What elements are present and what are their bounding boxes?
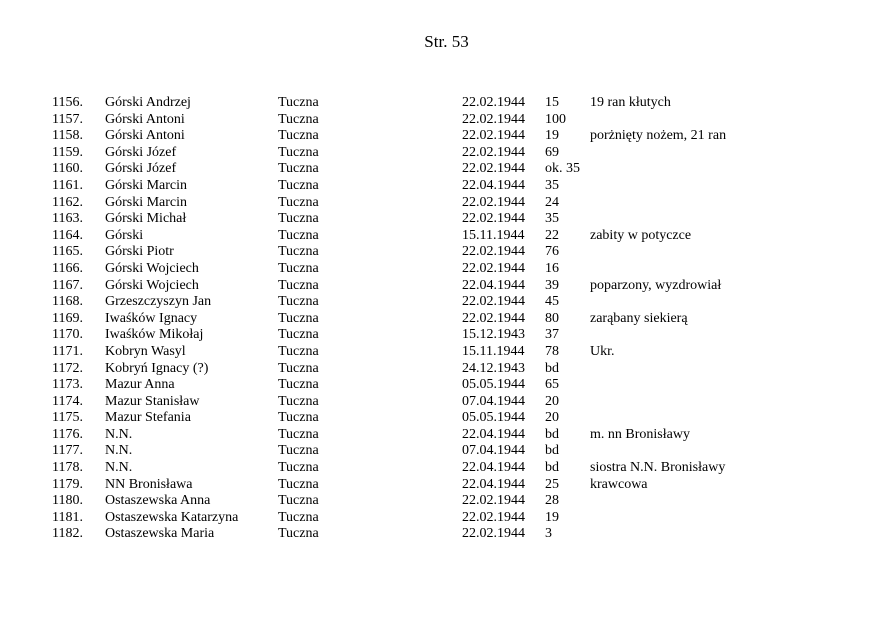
record-number: 1177.	[52, 443, 83, 459]
record-date: 22.02.1944	[462, 144, 525, 160]
record-date: 05.05.1944	[462, 377, 525, 393]
record-number: 1159.	[52, 144, 83, 160]
record-row	[52, 161, 852, 178]
record-name: Ostaszewska Maria	[105, 526, 215, 542]
record-date: 22.02.1944	[462, 244, 525, 260]
record-row	[52, 145, 852, 162]
record-name: Mazur Anna	[105, 377, 175, 393]
record-place: Tuczna	[278, 393, 319, 409]
record-row	[52, 294, 852, 311]
record-number: 1166.	[52, 260, 83, 276]
record-note: zabity w potyczce	[590, 227, 692, 243]
record-name: NN Bronisława	[105, 476, 193, 492]
record-note: zarąbany siekierą	[590, 310, 688, 326]
record-place: Tuczna	[278, 526, 319, 542]
record-date: 22.02.1944	[462, 211, 525, 227]
record-row	[52, 344, 852, 361]
record-number: 1171.	[52, 343, 83, 359]
record-name: Górski Michał	[105, 211, 187, 227]
record-number: 1164.	[52, 227, 83, 243]
record-row	[52, 443, 852, 460]
record-date: 22.02.1944	[462, 526, 525, 542]
record-name: N.N.	[105, 460, 133, 476]
record-age: 35	[545, 177, 559, 193]
record-date: 22.02.1944	[462, 161, 525, 177]
record-date: 22.02.1944	[462, 493, 525, 509]
record-row	[52, 327, 852, 344]
record-number: 1161.	[52, 177, 83, 193]
record-age: 24	[545, 194, 559, 210]
record-row	[52, 244, 852, 261]
record-age: 37	[545, 327, 559, 343]
record-row	[52, 394, 852, 411]
record-age: 3	[545, 526, 552, 542]
record-note: m. nn Bronisławy	[590, 426, 690, 442]
record-number: 1157.	[52, 111, 83, 127]
record-row	[52, 195, 852, 212]
record-number: 1179.	[52, 476, 83, 492]
record-number: 1162.	[52, 194, 83, 210]
record-age: 45	[545, 294, 559, 310]
record-number: 1172.	[52, 360, 83, 376]
record-name: Górski Józef	[105, 161, 177, 177]
record-number: 1173.	[52, 377, 83, 393]
record-place: Tuczna	[278, 128, 319, 144]
record-row	[52, 178, 852, 195]
record-row	[52, 377, 852, 394]
record-date: 07.04.1944	[462, 393, 525, 409]
record-date: 22.04.1944	[462, 460, 525, 476]
record-row	[52, 361, 852, 378]
record-place: Tuczna	[278, 194, 319, 210]
record-age: 69	[545, 144, 559, 160]
record-row	[52, 261, 852, 278]
record-date: 22.02.1944	[462, 194, 525, 210]
record-place: Tuczna	[278, 144, 319, 160]
record-number: 1174.	[52, 393, 83, 409]
record-place: Tuczna	[278, 327, 319, 343]
record-name: Górski Wojciech	[105, 260, 199, 276]
record-place: Tuczna	[278, 443, 319, 459]
record-row	[52, 228, 852, 245]
record-place: Tuczna	[278, 476, 319, 492]
record-place: Tuczna	[278, 310, 319, 326]
record-number: 1182.	[52, 526, 83, 542]
record-place: Tuczna	[278, 294, 319, 310]
records-list	[52, 95, 852, 543]
record-date: 22.04.1944	[462, 476, 525, 492]
record-date: 22.04.1944	[462, 426, 525, 442]
record-age: 19	[545, 509, 559, 525]
record-name: Górski Wojciech	[105, 277, 199, 293]
record-place: Tuczna	[278, 277, 319, 293]
record-age: 39	[545, 277, 559, 293]
record-name: Iwaśków Ignacy	[105, 310, 198, 326]
record-number: 1169.	[52, 310, 83, 326]
record-name: Ostaszewska Anna	[105, 493, 211, 509]
record-date: 15.12.1943	[462, 327, 525, 343]
record-number: 1167.	[52, 277, 83, 293]
record-age: 20	[545, 393, 559, 409]
record-name: N.N.	[105, 443, 133, 459]
record-place: Tuczna	[278, 377, 319, 393]
record-place: Tuczna	[278, 260, 319, 276]
record-place: Tuczna	[278, 460, 319, 476]
record-name: Ostaszewska Katarzyna	[105, 509, 239, 525]
record-date: 22.02.1944	[462, 95, 525, 110]
record-age: 80	[545, 310, 559, 326]
record-place: Tuczna	[278, 244, 319, 260]
record-date: 22.04.1944	[462, 277, 525, 293]
record-note: Ukr.	[590, 343, 615, 359]
record-date: 07.04.1944	[462, 443, 525, 459]
record-number: 1158.	[52, 128, 83, 144]
record-row	[52, 128, 852, 145]
record-date: 05.05.1944	[462, 410, 525, 426]
record-place: Tuczna	[278, 493, 319, 509]
record-row	[52, 95, 852, 112]
record-note: poparzony, wyzdrowiał	[590, 277, 722, 293]
record-number: 1156.	[52, 95, 83, 110]
record-age: 20	[545, 410, 559, 426]
record-age: bd	[545, 443, 559, 459]
page-title: Str. 53	[424, 32, 469, 51]
record-number: 1180.	[52, 493, 83, 509]
record-row	[52, 526, 852, 543]
record-place: Tuczna	[278, 509, 319, 525]
record-name: Górski Marcin	[105, 194, 188, 210]
record-name: Kobryn Wasyl	[105, 343, 186, 359]
record-row	[52, 410, 852, 427]
record-date: 22.02.1944	[462, 111, 525, 127]
record-name: Mazur Stefania	[105, 410, 191, 426]
record-row	[52, 211, 852, 228]
record-age: 28	[545, 493, 559, 509]
record-number: 1160.	[52, 161, 83, 177]
record-place: Tuczna	[278, 343, 319, 359]
record-age: 15	[545, 95, 559, 110]
record-place: Tuczna	[278, 95, 319, 110]
record-age: 76	[545, 244, 559, 260]
record-number: 1181.	[52, 509, 83, 525]
record-date: 22.02.1944	[462, 294, 525, 310]
record-name: Górski	[105, 227, 144, 243]
record-name: N.N.	[105, 426, 133, 442]
record-name: Górski Józef	[105, 144, 177, 160]
record-number: 1176.	[52, 426, 83, 442]
record-age: 78	[545, 343, 559, 359]
record-place: Tuczna	[278, 177, 319, 193]
record-row	[52, 427, 852, 444]
record-age: 100	[545, 111, 566, 127]
record-age: ok. 35	[545, 161, 580, 177]
record-number: 1165.	[52, 244, 83, 260]
record-place: Tuczna	[278, 410, 319, 426]
record-row	[52, 112, 852, 129]
record-place: Tuczna	[278, 227, 319, 243]
record-number: 1163.	[52, 211, 83, 227]
record-date: 22.02.1944	[462, 260, 525, 276]
record-name: Grzeszczyszyn Jan	[105, 294, 212, 310]
record-number: 1168.	[52, 294, 83, 310]
record-place: Tuczna	[278, 161, 319, 177]
record-row	[52, 460, 852, 477]
record-number: 1178.	[52, 460, 83, 476]
record-date: 15.11.1944	[462, 343, 525, 359]
record-note: porżnięty nożem, 21 ran	[590, 128, 727, 144]
record-place: Tuczna	[278, 426, 319, 442]
record-name: Kobryń Ignacy (?)	[105, 360, 209, 376]
record-age: bd	[545, 426, 559, 442]
record-row	[52, 493, 852, 510]
record-number: 1175.	[52, 410, 83, 426]
record-age: 65	[545, 377, 559, 393]
record-date: 22.02.1944	[462, 128, 525, 144]
record-name: Górski Antoni	[105, 128, 185, 144]
record-date: 22.02.1944	[462, 310, 525, 326]
record-place: Tuczna	[278, 111, 319, 127]
record-date: 24.12.1943	[462, 360, 525, 376]
record-date: 22.02.1944	[462, 509, 525, 525]
record-name: Górski Antoni	[105, 111, 185, 127]
record-place: Tuczna	[278, 360, 319, 376]
record-row	[52, 311, 852, 328]
record-age: bd	[545, 360, 559, 376]
record-note: 19 ran kłutych	[590, 95, 671, 110]
record-name: Mazur Stanisław	[105, 393, 200, 409]
record-name: Górski Piotr	[105, 244, 174, 260]
record-row	[52, 278, 852, 295]
record-age: bd	[545, 460, 559, 476]
record-name: Górski Andrzej	[105, 95, 191, 110]
record-note: siostra N.N. Bronisławy	[590, 460, 726, 476]
record-note: krawcowa	[590, 476, 648, 492]
record-row	[52, 477, 852, 494]
record-age: 25	[545, 476, 559, 492]
record-age: 35	[545, 211, 559, 227]
record-age: 22	[545, 227, 559, 243]
record-date: 15.11.1944	[462, 227, 525, 243]
record-age: 16	[545, 260, 559, 276]
record-row	[52, 510, 852, 527]
record-name: Górski Marcin	[105, 177, 188, 193]
record-name: Iwaśków Mikołaj	[105, 327, 204, 343]
record-number: 1170.	[52, 327, 83, 343]
record-date: 22.04.1944	[462, 177, 525, 193]
record-age: 19	[545, 128, 559, 144]
record-place: Tuczna	[278, 211, 319, 227]
